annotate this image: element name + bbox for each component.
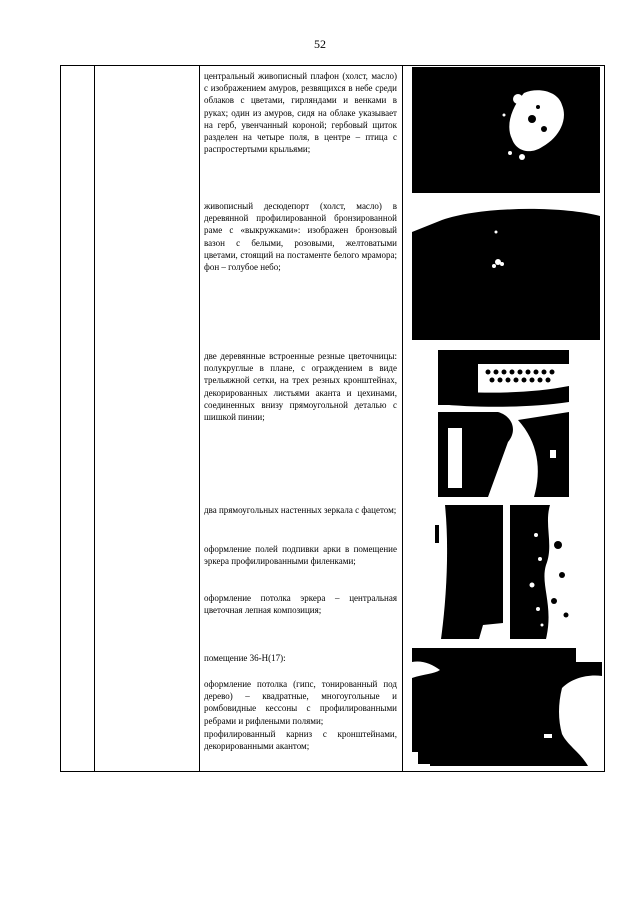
item-ceiling-painting: центральный живописный плафон (холст, масло) с изображением амуров, резвящихся в небе среди облаков с цветами, гирляндами и венками в руках; один из амуров, сидя на облаке указывает на герб, увенчанный короной; гербовый щиток разделен на четыре поля, в центре – птица с распростертыми крыльями; [204,71,397,155]
flower-stands-photo [438,350,569,497]
item-arch-panels: оформление полей подпивки арки в помещение эркера профилированными филенками; [204,544,397,567]
item-bay-ceiling: оформление потолка эркера – центральная цветочная лепная композиция; [204,593,397,616]
arch-panels-photo [510,505,576,639]
page-number: 52 [314,37,326,51]
coffered-ceiling-photo [412,648,602,766]
ceiling-painting-photo [412,67,600,193]
room-heading: помещение 36-Н(17): [204,653,286,663]
column-divider [94,66,95,771]
item-flower-stands: две деревянные встроенные резные цветочницы: полукруглые в плане, с ограждением в виде трельяжной сетки, на трех резных кронштейнах, декорированных листьями аканта и цехинами, соединенных внизу прямоугольной деталью с шишкой пинии; [204,351,397,423]
column-divider [402,66,403,771]
item-overdoor-painting: живописный десюдепорт (холст, масло) в деревянной профилированной бронзированной раме с «выкружками»: изображен бронзовый вазон с белыми, розовыми, желтоватыми цветами, стоящий на постаменте белого мрамора; фон – голубое небо; [204,201,397,273]
item-coffered-ceiling: оформление потолка (гипс, тонированный под дерево) – квадратные, многоугольные и ромбовидные кессоны с профилированными ребрами и рифлеными полями; [204,679,397,726]
item-cornice: профилированный карниз с кронштейнами, декорированными акантом; [204,729,397,752]
wall-mirror-photo [433,505,503,639]
item-wall-mirrors: два прямоугольных настенных зеркала с фацетом; [204,505,397,515]
column-divider [199,66,200,771]
overdoor-painting-photo [412,202,600,340]
